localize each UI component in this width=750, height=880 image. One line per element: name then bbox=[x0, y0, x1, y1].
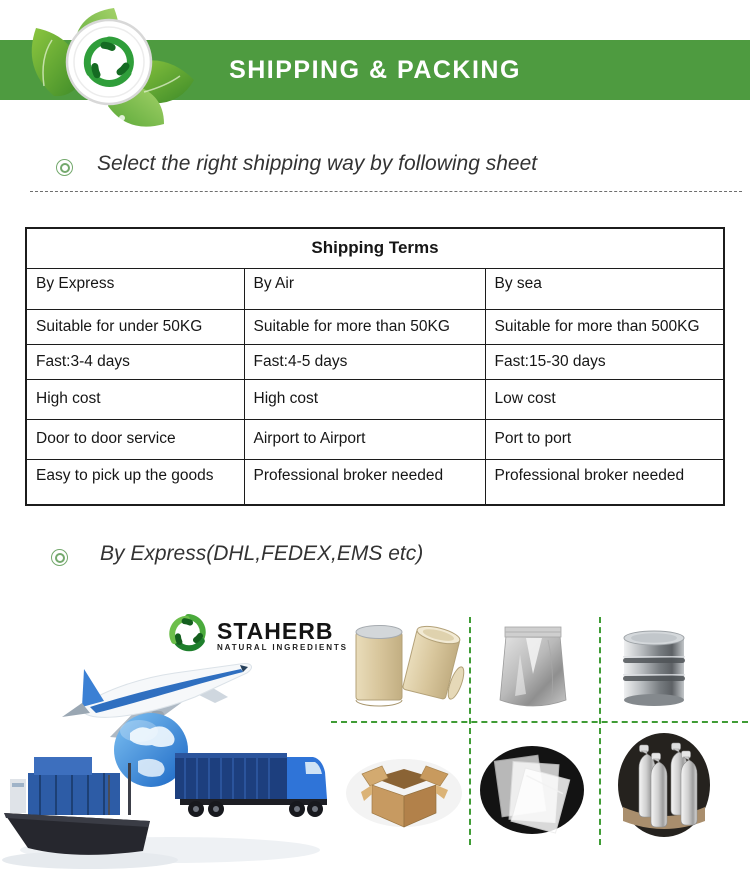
table-cell: Door to door service bbox=[26, 419, 244, 459]
logistics-illustration bbox=[0, 645, 330, 873]
table-cell: Fast:4-5 days bbox=[244, 344, 485, 379]
table-cell: High cost bbox=[26, 379, 244, 419]
ring-bullet-icon bbox=[51, 549, 68, 566]
table-row bbox=[26, 309, 724, 344]
column-header-cell: By Express bbox=[26, 268, 244, 309]
banner-title: SHIPPING & PACKING bbox=[229, 56, 521, 84]
foil-pouch-photo bbox=[498, 620, 568, 712]
table-cell: Suitable for more than 50KG bbox=[244, 309, 485, 344]
table-cell: Fast:15-30 days bbox=[485, 344, 724, 379]
dashed-divider bbox=[30, 191, 742, 192]
aluminum-bottles-photo bbox=[616, 731, 712, 839]
table-cell: Fast:3-4 days bbox=[26, 344, 244, 379]
plastic-bags-photo bbox=[478, 744, 586, 836]
staherb-leaf-badge-icon bbox=[14, 0, 204, 128]
table-row bbox=[26, 268, 724, 309]
shipping-terms-table bbox=[25, 227, 725, 506]
table-cell: Professional broker needed bbox=[244, 459, 485, 505]
ring-bullet-icon bbox=[56, 159, 73, 176]
table-cell: Low cost bbox=[485, 379, 724, 419]
table-row bbox=[26, 344, 724, 379]
table-row bbox=[26, 379, 724, 419]
brand-name: STAHERB bbox=[217, 618, 334, 644]
carton-box-photo bbox=[344, 748, 464, 834]
grid-dashed-vertical-divider bbox=[599, 617, 601, 845]
table-title-cell: Shipping Terms bbox=[26, 228, 724, 268]
table-cell: Professional broker needed bbox=[485, 459, 724, 505]
table-cell: Suitable for under 50KG bbox=[26, 309, 244, 344]
column-header-cell: By Air bbox=[244, 268, 485, 309]
recycle-triangle-badge-icon bbox=[67, 20, 151, 104]
fiber-drums-photo bbox=[348, 619, 466, 711]
brand-tagline: NATURAL INGREDIENTS bbox=[217, 643, 348, 652]
table-cell: High cost bbox=[244, 379, 485, 419]
table-cell: Port to port bbox=[485, 419, 724, 459]
by-express-heading: By Express(DHL,FEDEX,EMS etc) bbox=[100, 542, 424, 565]
table-title-row bbox=[26, 228, 724, 268]
container-truck-illustration bbox=[175, 753, 327, 817]
steel-drum-photo bbox=[620, 626, 688, 712]
table-row bbox=[26, 459, 724, 505]
cargo-ship-illustration bbox=[4, 757, 150, 855]
grid-dashed-vertical-divider bbox=[469, 617, 471, 845]
shipping-way-heading: Select the right shipping way by following sheet bbox=[97, 152, 538, 175]
table-cell: Easy to pick up the goods bbox=[26, 459, 244, 505]
column-header-cell: By sea bbox=[485, 268, 724, 309]
table-cell: Suitable for more than 500KG bbox=[485, 309, 724, 344]
grid-dashed-horizontal-divider bbox=[331, 721, 748, 723]
table-row bbox=[26, 419, 724, 459]
table-cell: Airport to Airport bbox=[244, 419, 485, 459]
